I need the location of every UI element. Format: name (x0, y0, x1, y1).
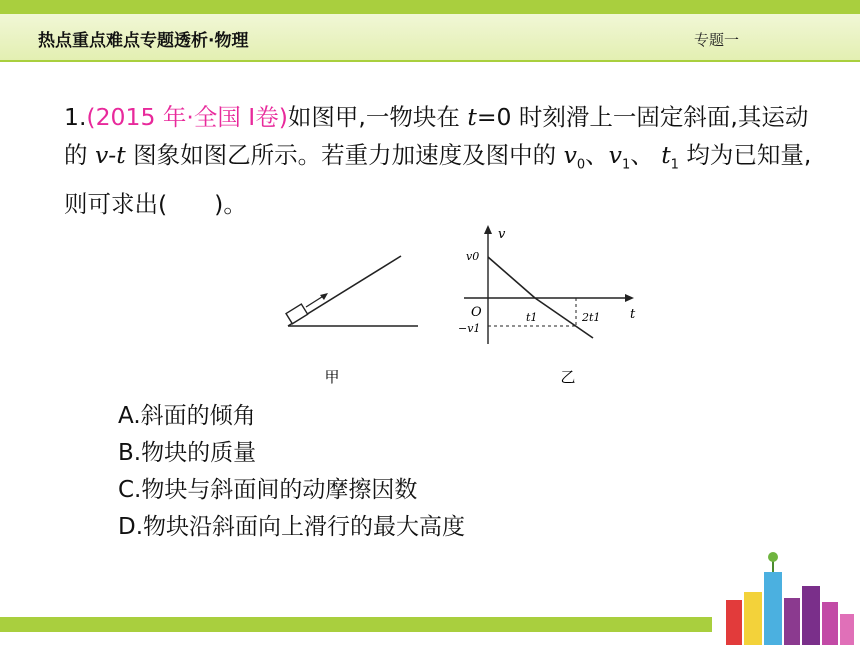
symbol-v1: v (608, 141, 622, 169)
answer-options (118, 398, 465, 546)
symbol-vt: v-t (94, 141, 126, 169)
header-bar (0, 14, 860, 60)
book-title: 热点重点难点专题透析·物理 (38, 31, 249, 51)
question-text-part: 均为已知量,则可求出( )。 (64, 141, 812, 218)
question-text (64, 98, 824, 223)
incline-diagram (286, 256, 418, 386)
decorative-bars-icon (718, 548, 858, 645)
question-text-part: 图象如图乙所示。若重力加速度及图中的 (125, 141, 564, 169)
question-source: (2015 年·全国 Ⅰ卷) (86, 103, 288, 131)
figure-diagrams (270, 220, 650, 390)
subscript-0: 0 (576, 157, 586, 173)
subscript-1: 1 (621, 157, 631, 173)
label-v0: v0 (466, 250, 480, 263)
axis-label-v: v (498, 227, 506, 242)
question-number: 1. (64, 103, 87, 131)
option-a[interactable]: A.斜面的倾角 (118, 403, 256, 429)
arrow-head-icon (320, 293, 328, 300)
question-text-part: 如图甲,一物块在 (287, 103, 468, 131)
header-divider (0, 60, 860, 62)
bottom-accent-bar (0, 617, 712, 632)
symbol-t: t (467, 103, 477, 131)
block-icon (286, 304, 308, 324)
subscript-1: 1 (670, 157, 679, 173)
option-b[interactable]: B.物块的质量 (118, 440, 257, 466)
symbol-t1: t (661, 141, 671, 169)
label-t1: t1 (526, 311, 538, 324)
option-d[interactable]: D.物块沿斜面向上滑行的最大高度 (118, 514, 466, 540)
t-axis-arrow-icon (625, 294, 634, 302)
axis-label-t: t (630, 307, 636, 322)
separator: 、 (585, 141, 609, 169)
label-neg-v1: −v1 (458, 322, 481, 335)
question-text-part: =0 时刻滑上一固定斜面,其运动的 (64, 103, 809, 169)
caption-jia: 甲 (324, 368, 340, 386)
label-2t1: 2t1 (582, 311, 601, 324)
label-origin: O (471, 305, 482, 320)
option-c[interactable]: C.物块与斜面间的动摩擦因数 (118, 477, 418, 503)
separator: 、 (630, 141, 662, 169)
v-axis-arrow-icon (484, 225, 492, 234)
vt-graph (458, 225, 636, 386)
symbol-v0: v (563, 141, 577, 169)
top-accent-bar (0, 0, 860, 14)
section-label: 专题一 (694, 31, 740, 49)
caption-yi: 乙 (560, 368, 576, 386)
velocity-line-up (488, 257, 535, 298)
